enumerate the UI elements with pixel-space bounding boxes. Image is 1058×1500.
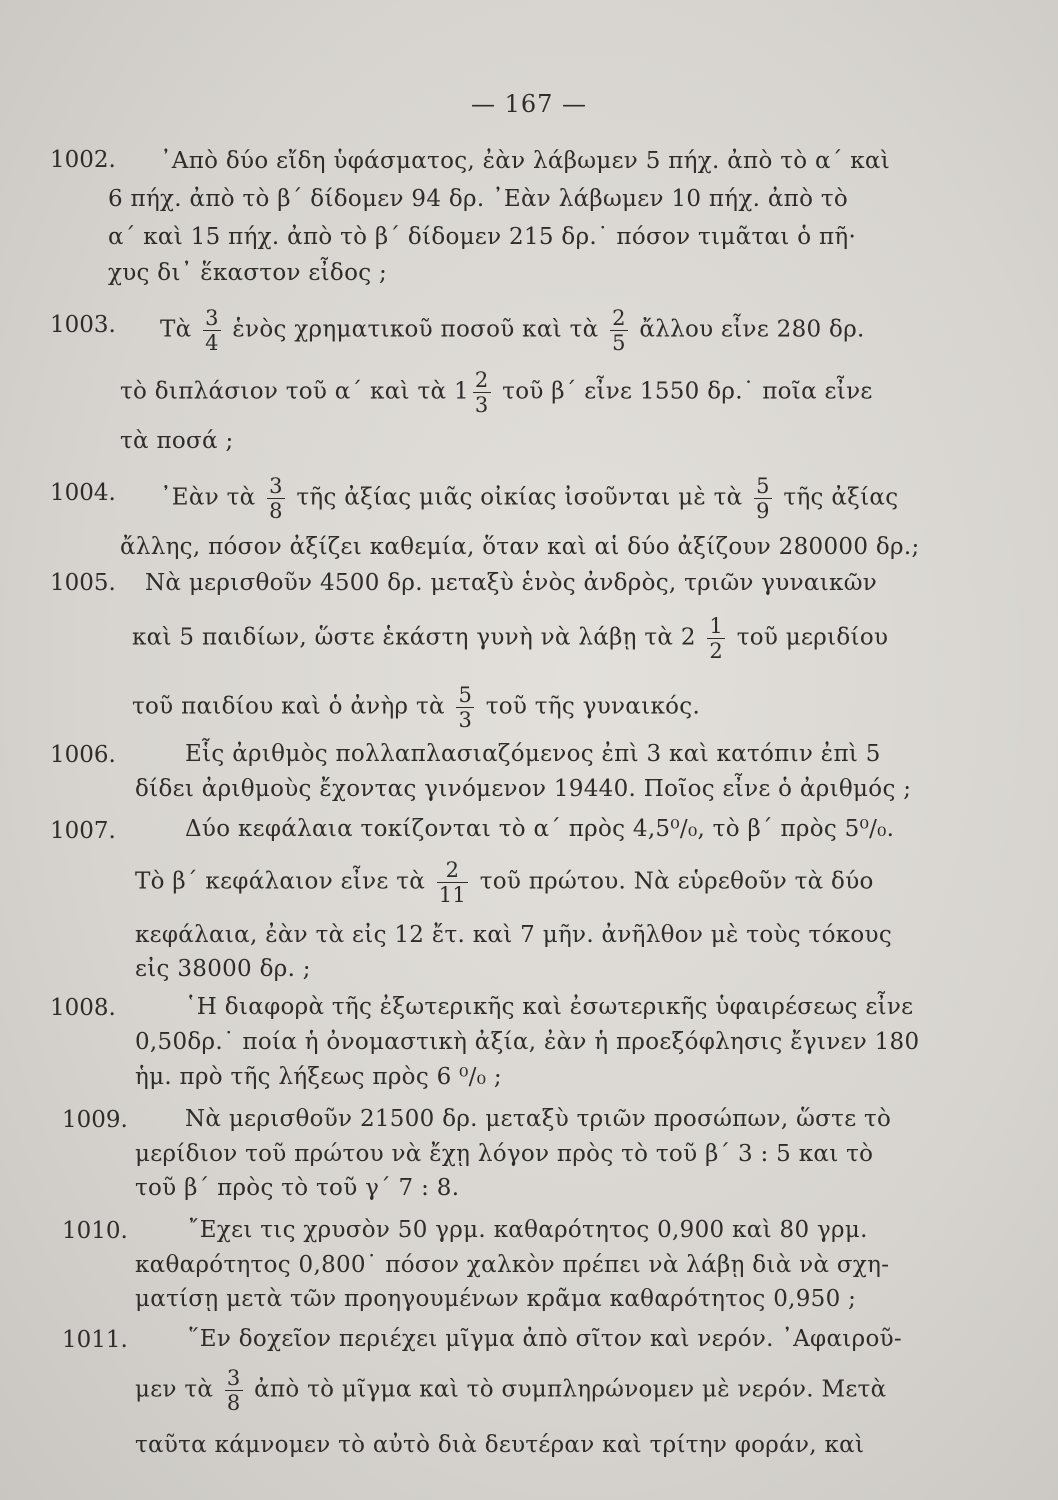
problem-text-line: α΄ καὶ 15 πήχ. ἀπὸ τὸ β΄ δίδομεν 215 δρ.˙ πόσον τιμᾶται ὁ πῆ· xyxy=(108,224,857,250)
text-segment: τοῦ τῆς γυναικός. xyxy=(485,693,701,720)
text-segment: τοῦ μεριδίου xyxy=(736,624,889,651)
text-segment: ἀπὸ τὸ μῖγμα καὶ τὸ συμπληρώνομεν μὲ νερόν. Μετὰ xyxy=(254,1376,887,1403)
fraction xyxy=(225,1366,243,1415)
problem-text-line: μερίδιον τοῦ πρώτου νὰ ἔχῃ λόγον πρὸς τὸ τοῦ β΄ 3 : 5 και τὸ xyxy=(135,1141,874,1167)
problem-number: 1011. xyxy=(62,1327,128,1353)
fraction-numerator: 3 xyxy=(226,1366,241,1390)
fraction-numerator: 2 xyxy=(474,368,489,392)
fraction xyxy=(610,306,628,355)
problem-number: 1005. xyxy=(50,570,116,596)
text-segment: Τὸ β΄ κεφάλαιον εἶνε τὰ xyxy=(135,868,426,895)
text-segment: μεν τὰ xyxy=(135,1376,214,1403)
problem-number: 1002. xyxy=(50,147,116,173)
fraction-denominator: 3 xyxy=(458,708,473,732)
problem-text-line: ῎Εχει τις χρυσὸν 50 γρμ. καθαρότητος 0,900 καὶ 80 γρμ. xyxy=(188,1217,868,1243)
fraction xyxy=(707,614,725,663)
problem-number: 1006. xyxy=(50,742,116,768)
problem-text-line: ῾Η διαφορὰ τῆς ἐξωτερικῆς καὶ ἐσωτερικῆς ὑφαιρέσεως εἶνε xyxy=(185,994,914,1020)
problem-text-line xyxy=(120,368,873,417)
fraction-numerator: 3 xyxy=(269,474,283,498)
problem-text-line: τὰ ποσά ; xyxy=(120,428,234,454)
problem-text-line: ᾿Απὸ δύο εἴδη ὑφάσματος, ἐὰν λάβωμεν 5 πήχ. ἀπὸ τὸ α΄ καὶ xyxy=(160,148,891,174)
problem-text-line: ταῦτα κάμνομεν τὸ αὐτὸ διὰ δευτέραν καὶ τρίτην φοράν, καὶ xyxy=(135,1432,865,1458)
problem-number: 1007. xyxy=(50,818,116,844)
text-segment: καὶ 5 παιδίων, ὥστε ἑκάστη γυνὴ νὰ λάβῃ τὰ 2 xyxy=(132,624,696,651)
text-segment: ἄλλου εἶνε 280 δρ. xyxy=(639,316,865,343)
fraction-denominator: 8 xyxy=(269,499,283,523)
fraction-numerator: 2 xyxy=(437,858,468,883)
problem-text-line: τοῦ β΄ πρὸς τὸ τοῦ γ΄ 7 : 8. xyxy=(135,1175,460,1201)
problem-text-line xyxy=(135,858,874,907)
problem-text-line xyxy=(132,614,888,663)
problem-text-line: χυς δι᾿ ἕκαστον εἶδος ; xyxy=(108,260,388,286)
fraction-numerator: 3 xyxy=(205,306,219,330)
page-number: — 167 — xyxy=(470,90,588,118)
problem-text-line xyxy=(160,306,865,355)
fraction xyxy=(203,306,221,355)
problem-text-line: 0,50δρ.˙ ποία ἡ ὀνομαστικὴ ἀξία, ἐὰν ἡ προεξόφλησις ἔγινεν 180 xyxy=(135,1029,920,1055)
problem-number: 1008. xyxy=(50,995,116,1021)
problem-text-line: Εἷς ἀριθμὸς πολλαπλασιαζόμενος ἐπὶ 3 καὶ κατόπιν ἐπὶ 5 xyxy=(185,741,881,767)
problem-text-line: κεφάλαια, ἐὰν τὰ εἰς 12 ἔτ. καὶ 7 μῆν. ἀνῆλθον μὲ τοὺς τόκους xyxy=(135,922,893,948)
fraction xyxy=(456,683,474,732)
text-segment: τῆς ἀξίας xyxy=(783,484,899,511)
problem-text-line: ματίσῃ μετὰ τῶν προηγουμένων κρᾶμα καθαρότητος 0,950 ; xyxy=(135,1286,857,1312)
text-segment: τοῦ πρώτου. Νὰ εὑρεθοῦν τὰ δύο xyxy=(479,868,874,895)
text-segment: ᾿Εὰν τὰ xyxy=(160,484,256,511)
problem-number: 1003. xyxy=(50,312,116,338)
problem-text-line: Νὰ μερισθοῦν 21500 δρ. μεταξὺ τριῶν προσώπων, ὥστε τὸ xyxy=(185,1106,892,1132)
problem-number: 1004. xyxy=(50,480,116,506)
problem-number: 1009. xyxy=(62,1107,128,1133)
fraction-denominator: 9 xyxy=(756,499,770,523)
problem-text-line: ἄλλης, πόσον ἀξίζει καθεμία, ὅταν καὶ αἱ δύο ἀξίζουν 280000 δρ.; xyxy=(120,534,920,560)
text-segment: Τὰ xyxy=(160,316,192,343)
fraction-denominator: 8 xyxy=(226,1391,241,1415)
fraction-numerator: 5 xyxy=(756,474,770,498)
problem-text-line: εἰς 38000 δρ. ; xyxy=(135,956,311,982)
text-segment: τῆς ἀξίας μιᾶς οἰκίας ἰσοῦνται μὲ τὰ xyxy=(296,484,743,511)
fraction xyxy=(754,474,772,523)
problem-number: 1010. xyxy=(62,1218,128,1244)
problem-text-line xyxy=(132,683,700,732)
problem-text-line: ἡμ. πρὸ τῆς λήξεως πρὸς 6 ⁰/₀ ; xyxy=(135,1064,502,1090)
problem-text-line xyxy=(135,1366,886,1415)
text-segment: τοῦ β΄ εἶνε 1550 δρ.˙ ποῖα εἶνε xyxy=(502,378,873,405)
fraction-denominator: 5 xyxy=(612,331,626,355)
fraction-denominator: 2 xyxy=(709,639,724,663)
text-segment: τὸ διπλάσιον τοῦ α΄ καὶ τὰ 1 xyxy=(120,378,469,405)
fraction-numerator: 2 xyxy=(612,306,626,330)
text-segment: τοῦ παιδίου καὶ ὁ ἀνὴρ τὰ xyxy=(132,693,445,720)
problem-text-line: Νὰ μερισθοῦν 4500 δρ. μεταξὺ ἑνὸς ἀνδρὸς, τριῶν γυναικῶν xyxy=(145,570,878,596)
problem-text-line xyxy=(160,474,898,523)
fraction-denominator: 4 xyxy=(205,331,219,355)
problem-text-line: καθαρότητος 0,800˙ πόσον χαλκὸν πρέπει νὰ λάβῃ διὰ νὰ σχη- xyxy=(135,1252,890,1278)
problem-text-line: Δύο κεφάλαια τοκίζονται τὸ α΄ πρὸς 4,5⁰/₀, τὸ β΄ πρὸς 5⁰/₀. xyxy=(185,816,895,842)
fraction xyxy=(473,368,491,417)
fraction-denominator: 3 xyxy=(474,393,489,417)
problem-text-line: ῞Εν δοχεῖον περιέχει μῖγμα ἀπὸ σῖτον καὶ νερόν. ᾿Αφαιροῦ- xyxy=(188,1326,902,1352)
fraction-numerator: 5 xyxy=(458,683,473,707)
text-segment: ἑνὸς χρηματικοῦ ποσοῦ καὶ τὰ xyxy=(232,316,599,343)
fraction xyxy=(437,858,468,907)
fraction xyxy=(267,474,285,523)
fraction-numerator: 1 xyxy=(709,614,724,638)
fraction-denominator: 11 xyxy=(438,883,467,907)
problem-text-line: 6 πήχ. ἀπὸ τὸ β΄ δίδομεν 94 δρ. ᾿Εὰν λάβωμεν 10 πήχ. ἀπὸ τὸ xyxy=(108,186,849,212)
problem-text-line: δίδει ἀριθμοὺς ἔχοντας γινόμενον 19440. Ποῖος εἶνε ὁ ἀριθμός ; xyxy=(135,776,912,802)
